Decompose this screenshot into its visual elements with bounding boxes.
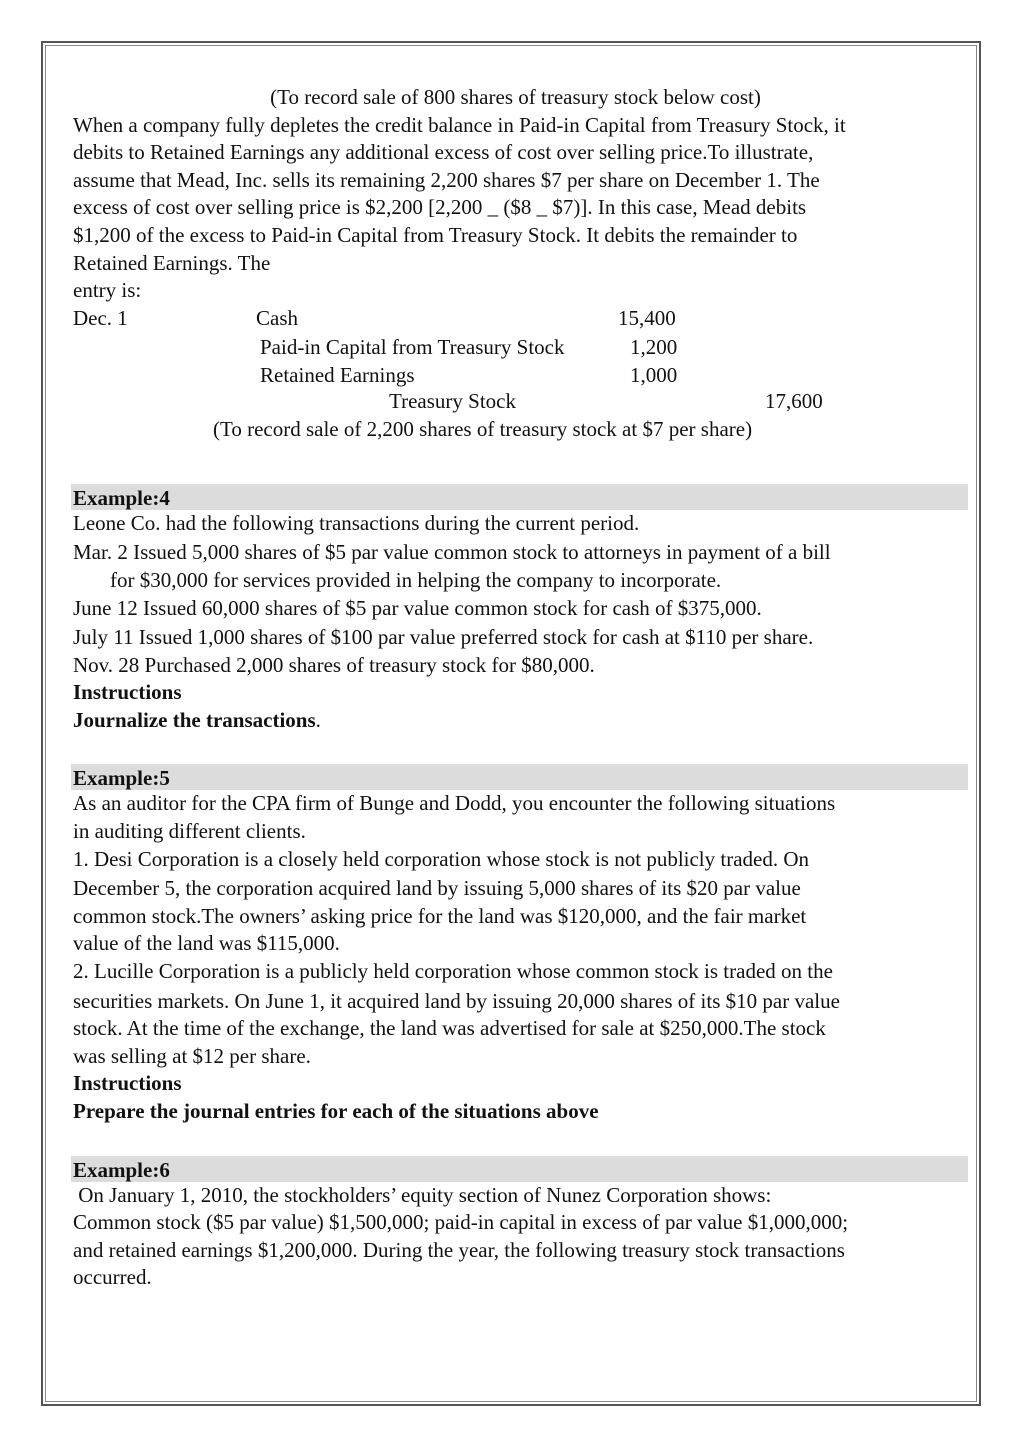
example-4-intro: Leone Co. had the following transactions during the current period.	[73, 510, 640, 535]
instructions-label: Instructions	[73, 680, 182, 705]
journal-account: Retained Earnings	[260, 362, 415, 387]
paragraph-line: occurred.	[73, 1265, 152, 1290]
journal-account: Treasury Stock	[389, 388, 516, 413]
paragraph-line: was selling at $12 per share.	[73, 1043, 311, 1068]
paragraph-line: 2. Lucille Corporation is a publicly held corporation whose common stock is traded on the	[73, 959, 833, 984]
instructions-text	[73, 707, 968, 735]
journal-account: Cash	[256, 305, 298, 330]
paragraph-line: in auditing different clients.	[73, 819, 306, 844]
journal-row	[73, 416, 968, 444]
paragraph-line: securities markets. On June 1, it acquired land by issuing 20,000 shares of its $10 par value	[73, 988, 840, 1013]
paragraph-line: As an auditor for the CPA firm of Bunge and Dodd, you encounter the following situations	[73, 791, 836, 816]
paragraph-line: Common stock ($5 par value) $1,500,000; paid-in capital in excess of par value $1,000,000;	[73, 1210, 849, 1235]
intro-paragraph	[73, 112, 968, 305]
journal-row	[73, 334, 968, 362]
instructions-text-bold: Journalize the transactions	[73, 707, 316, 732]
paragraph-line: $1,200 of the excess to Paid-in Capital from Treasury Stock. It debits the remainder to	[73, 222, 798, 247]
transaction-line: for $30,000 for services provided in helping the company to incorporate.	[110, 567, 722, 592]
paragraph-line: and retained earnings $1,200,000. During the year, the following treasury stock transactions	[73, 1237, 845, 1262]
journal-entry	[73, 305, 968, 444]
example-6-heading: Example:6	[71, 1156, 968, 1182]
journal-credit: 17,600	[765, 388, 823, 413]
journal-row	[73, 362, 968, 390]
journal-debit: 1,000	[630, 362, 678, 387]
spacer	[73, 734, 968, 764]
transaction-line: Nov. 28 Purchased 2,000 shares of treasury stock for $80,000.	[73, 652, 595, 677]
caption-800-shares: (To record sale of 800 shares of treasury stock below cost)	[270, 85, 761, 109]
paragraph-line: debits to Retained Earnings any additional excess of cost over selling price.To illustrate,	[73, 140, 814, 165]
journal-row	[73, 388, 968, 416]
instructions-label: Instructions	[73, 1071, 182, 1096]
paragraph-line: When a company fully depletes the credit balance in Paid-in Capital from Treasury Stock, it	[73, 112, 846, 137]
instructions-text: Prepare the journal entries for each of the situations above	[73, 1099, 599, 1123]
paragraph-line: entry is:	[73, 278, 142, 303]
example-5-heading: Example:5	[71, 764, 968, 790]
paragraph-line: Retained Earnings. The	[73, 250, 271, 275]
paragraph-line: excess of cost over selling price is $2,200 [2,200 _ ($8 _ $7)]. In this case, Mead debits	[73, 195, 807, 220]
journal-date: Dec. 1	[73, 305, 128, 330]
paragraph-line: December 5, the corporation acquired land by issuing 5,000 shares of its $20 par value	[73, 876, 801, 901]
journal-account: Paid-in Capital from Treasury Stock	[260, 335, 565, 360]
journal-debit: 15,400	[618, 305, 676, 330]
transaction-line: Mar. 2 Issued 5,000 shares of $5 par value common stock to attorneys in payment of a bill	[73, 540, 831, 565]
paragraph-line: common stock.The owners’ asking price for the land was $120,000, and the fair market	[73, 903, 807, 928]
document-body	[73, 84, 968, 1292]
spacer	[73, 1126, 968, 1156]
paragraph-line: value of the land was $115,000.	[73, 931, 340, 956]
spacer	[73, 444, 968, 484]
journal-row	[73, 305, 968, 333]
example-4-heading: Example:4	[71, 484, 968, 510]
paragraph-line: assume that Mead, Inc. sells its remaining 2,200 shares $7 per share on December 1. The	[73, 167, 820, 192]
transaction-line: June 12 Issued 60,000 shares of $5 par value common stock for cash of $375,000.	[73, 595, 762, 620]
transaction-line: July 11 Issued 1,000 shares of $100 par value preferred stock for cash at $110 per share.	[73, 625, 814, 650]
paragraph-line: 1. Desi Corporation is a closely held corporation whose stock is not publicly traded. On	[73, 846, 810, 871]
instructions-period: .	[315, 707, 321, 732]
paragraph-line: stock. At the time of the exchange, the land was advertised for sale at $250,000.The stock	[73, 1016, 826, 1041]
journal-caption: (To record sale of 2,200 shares of treasury stock at $7 per share)	[213, 417, 753, 442]
paragraph-line: On January 1, 2010, the stockholders’ equity section of Nunez Corporation shows:	[73, 1182, 772, 1207]
journal-debit: 1,200	[630, 335, 678, 360]
